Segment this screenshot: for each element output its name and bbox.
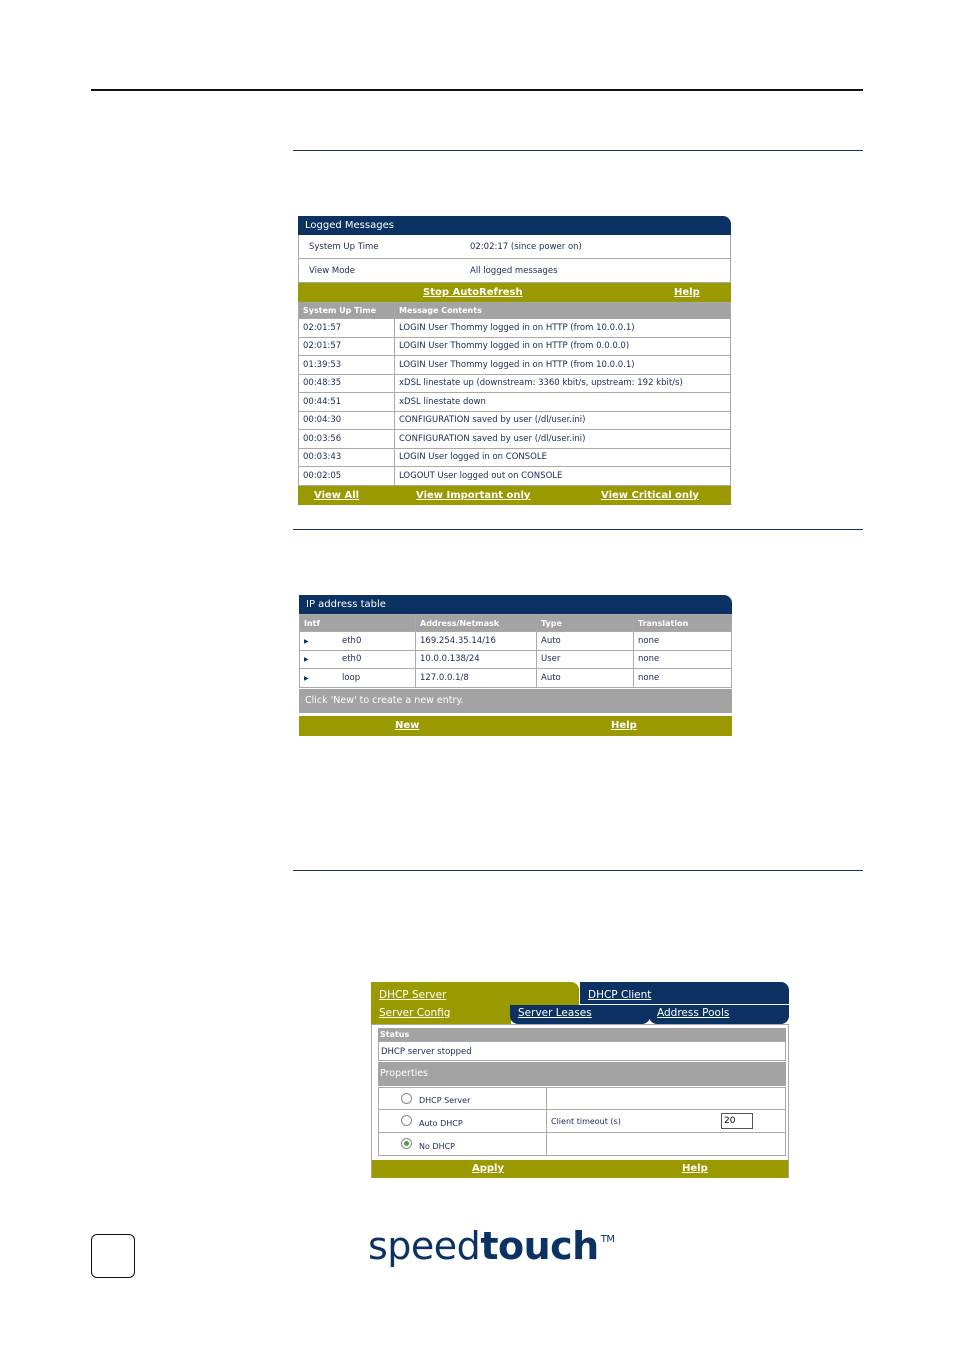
divider [546,1110,547,1132]
log-time-cell: 00:02:05 [299,467,395,486]
log-message-cell: LOGIN User logged in on CONSOLE [395,448,731,467]
log-message-cell: CONFIGURATION saved by user (/dl/user.ini) [395,430,731,449]
table-row [300,669,732,688]
option-row-server [378,1087,786,1110]
radio-label: DHCP Server [419,1096,471,1105]
uptime-label: System Up Time [309,242,379,252]
radio-label: No DHCP [419,1142,456,1151]
option-row-auto [378,1110,786,1133]
apply-link[interactable]: Apply [472,1163,505,1174]
address-cell: 10.0.0.138/24 [416,650,537,669]
col-header-address: Address/Netmask [416,615,537,632]
page-header-rule [91,89,863,91]
radio-dhcp-server[interactable] [401,1093,412,1104]
new-link[interactable]: New [395,719,420,731]
tab-address-pools[interactable]: Address Pools [649,1005,789,1024]
client-timeout-label: Client timeout (s) [551,1117,621,1126]
ip-address-panel [299,595,732,736]
log-time-cell: 01:39:53 [299,356,395,375]
log-time-cell: 00:44:51 [299,393,395,412]
log-time-cell: 00:03:56 [299,430,395,449]
log-message-cell: xDSL linestate up (downstream: 3360 kbit/s, upstream: 192 kbit/s) [395,374,731,393]
radio-auto-dhcp[interactable] [401,1115,412,1126]
ip-toolbar [299,716,732,736]
table-row [300,632,732,651]
triangle-right-icon[interactable]: ▶ [304,674,309,682]
log-time-cell: 00:03:43 [299,448,395,467]
status-header: Status [378,1028,786,1041]
translation-cell: none [634,650,732,669]
radio-no-dhcp[interactable] [401,1138,412,1149]
tab-dhcp-server[interactable]: DHCP Server [371,982,579,1006]
triangle-right-icon[interactable]: ▶ [304,637,309,645]
view-important-link[interactable]: View Important only [416,489,531,501]
log-time-cell: 00:04:30 [299,411,395,430]
log-message-cell: CONFIGURATION saved by user (/dl/user.ini) [395,411,731,430]
log-filter-bar [298,486,731,505]
col-header-type: Type [537,615,634,632]
intf-cell [300,650,416,669]
radio-label: Auto DHCP [419,1119,463,1128]
table-row [299,356,731,375]
option-row-none [378,1133,786,1156]
log-message-cell: LOGIN User Thommy logged in on HTTP (from 0.0.0.0) [395,337,731,356]
address-cell: 169.254.35.14/16 [416,632,537,651]
uptime-row [298,235,731,259]
dhcp-toolbar [372,1160,788,1178]
tab-dhcp-client[interactable]: DHCP Client [580,982,789,1004]
log-toolbar [298,283,731,302]
help-link[interactable]: Help [674,287,700,298]
section-rule [293,529,863,530]
dhcp-body [371,1024,789,1178]
log-message-cell: LOGIN User Thommy logged in on HTTP (from 10.0.0.1) [395,356,731,375]
page-number-box [91,1234,135,1278]
triangle-right-icon[interactable]: ▶ [304,656,309,664]
panel-title: Logged Messages [298,216,731,235]
type-cell: Auto [537,669,634,688]
intf-cell [300,669,416,688]
log-time-cell: 00:48:35 [299,374,395,393]
log-message-cell: LOGOUT User logged out on CONSOLE [395,467,731,486]
tab-server-config[interactable]: Server Config [371,1005,511,1024]
log-time-cell: 02:01:57 [299,319,395,338]
intf-name: loop [342,672,361,683]
view-all-link[interactable]: View All [314,489,360,501]
table-row [299,430,731,449]
col-header-time: System Up Time [299,303,395,319]
speedtouch-logo: speedtouch ™ [368,1224,615,1268]
new-entry-hint: Click 'New' to create a new entry. [299,688,732,713]
section-rule [293,870,863,871]
table-row [299,411,731,430]
divider [546,1088,547,1109]
log-message-cell: xDSL linestate down [395,393,731,412]
intf-name: eth0 [342,635,362,646]
viewmode-label: View Mode [309,266,356,276]
tab-server-leases[interactable]: Server Leases [510,1005,650,1024]
view-critical-link[interactable]: View Critical only [601,489,699,501]
table-row [299,467,731,486]
status-value: DHCP server stopped [378,1041,786,1061]
table-row [299,374,731,393]
translation-cell: none [634,632,732,651]
log-message-cell: LOGIN User Thommy logged in on HTTP (from 10.0.0.1) [395,319,731,338]
address-cell: 127.0.0.1/8 [416,669,537,688]
ip-table [299,614,732,688]
viewmode-value: All logged messages [470,266,558,276]
intf-name: eth0 [342,654,362,665]
logged-messages-panel [298,216,731,505]
table-row [299,448,731,467]
type-cell: User [537,650,634,669]
table-row [299,337,731,356]
table-row [299,319,731,338]
intf-cell [300,632,416,651]
viewmode-row [298,259,731,283]
table-row [299,393,731,412]
panel-title: IP address table [299,595,732,614]
client-timeout-input[interactable] [721,1113,753,1129]
help-link[interactable]: Help [611,719,637,731]
col-header-message: Message Contents [395,303,731,319]
divider [546,1133,547,1155]
log-table [298,302,731,486]
translation-cell: none [634,669,732,688]
type-cell: Auto [537,632,634,651]
properties-header: Properties [378,1062,786,1086]
section-rule [293,150,863,151]
stop-autorefresh-link[interactable]: Stop AutoRefresh [423,287,523,298]
col-header-intf: Intf [300,615,416,632]
dhcp-panel [371,982,789,1178]
table-row [300,650,732,669]
col-header-translation: Translation [634,615,732,632]
help-link[interactable]: Help [682,1163,708,1174]
uptime-value: 02:02:17 (since power on) [470,242,582,252]
log-time-cell: 02:01:57 [299,337,395,356]
